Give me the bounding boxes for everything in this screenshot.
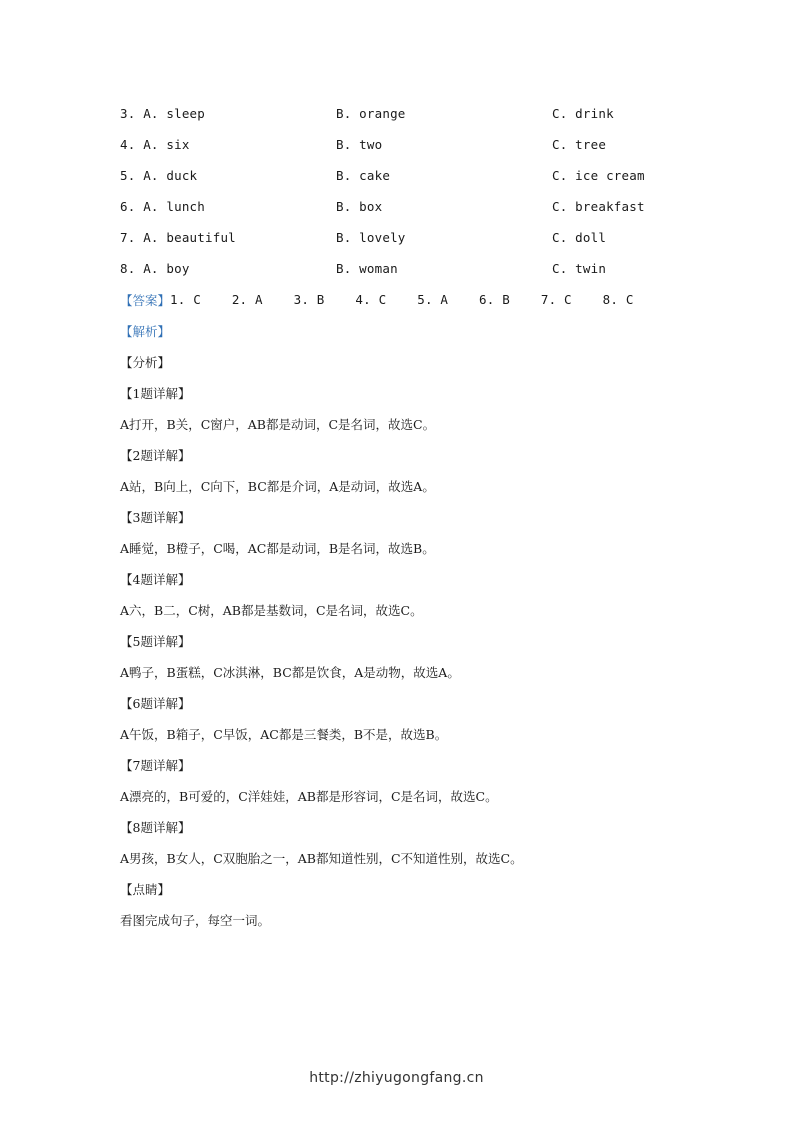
detail-heading-3: 【3题详解】: [120, 509, 191, 525]
option-c: C. doll: [552, 230, 607, 245]
option-c: C. tree: [552, 137, 607, 152]
option-c: C. drink: [552, 106, 614, 121]
answer-line: [120, 284, 680, 315]
detail-text-7: A漂亮的，B可爱的，C洋娃娃，AB都是形容词，C是名词，故选C。: [120, 788, 498, 804]
options-list: [120, 98, 680, 284]
option-b: B. orange: [336, 106, 406, 121]
analysis-label: 【解析】: [120, 323, 171, 339]
detail-heading-6: 【6题详解】: [120, 695, 191, 711]
dianjing-heading: 【点睛】: [120, 881, 171, 897]
option-c: C. breakfast: [552, 199, 645, 214]
option-row-3: [120, 98, 680, 129]
dianjing-text: 看图完成句子，每空一词。: [120, 912, 271, 928]
option-row-5: [120, 160, 680, 191]
detail-text-3: A睡觉，B橙子，C喝，AC都是动词，B是名词，故选B。: [120, 540, 435, 556]
option-row-6: [120, 191, 680, 222]
option-a: 6. A. lunch: [120, 199, 205, 214]
option-b: B. box: [336, 199, 383, 214]
answer-text: 1. C 2. A 3. B 4. C 5. A 6. B 7. C 8. C: [170, 292, 634, 307]
option-row-7: [120, 222, 680, 253]
document-body: [120, 98, 680, 935]
detail-text-8: A男孩，B女人，C双胞胎之一，AB都知道性别，C不知道性别，故选C。: [120, 850, 523, 866]
detail-heading-4: 【4题详解】: [120, 571, 191, 587]
footer-url[interactable]: http://zhiyugongfang.cn: [309, 1070, 484, 1086]
option-a: 4. A. six: [120, 137, 190, 152]
option-row-4: [120, 129, 680, 160]
option-b: B. two: [336, 137, 383, 152]
fenxi-heading: 【分析】: [120, 354, 171, 370]
detail-text-5: A鸭子，B蛋糕，C冰淇淋，BC都是饮食，A是动物，故选A。: [120, 664, 460, 680]
option-a: 3. A. sleep: [120, 106, 205, 121]
detail-text-1: A打开，B关，C窗户，AB都是动词，C是名词，故选C。: [120, 416, 436, 432]
analysis-line: [120, 315, 680, 346]
answer-label: 【答案】: [120, 292, 171, 308]
option-c: C. twin: [552, 261, 607, 276]
detail-heading-1: 【1题详解】: [120, 385, 191, 401]
detail-text-2: A站，B向上，C向下，BC都是介词，A是动词，故选A。: [120, 478, 435, 494]
option-b: B. cake: [336, 168, 391, 183]
option-a: 7. A. beautiful: [120, 230, 236, 245]
detail-heading-7: 【7题详解】: [120, 757, 191, 773]
option-row-8: [120, 253, 680, 284]
detail-text-4: A六，B二，C树，AB都是基数词，C是名词，故选C。: [120, 602, 423, 618]
option-c: C. ice cream: [552, 168, 645, 183]
detail-heading-8: 【8题详解】: [120, 819, 191, 835]
option-a: 8. A. boy: [120, 261, 190, 276]
detail-heading-2: 【2题详解】: [120, 447, 191, 463]
option-b: B. woman: [336, 261, 398, 276]
detail-heading-5: 【5题详解】: [120, 633, 191, 649]
option-b: B. lovely: [336, 230, 406, 245]
option-a: 5. A. duck: [120, 168, 198, 183]
detail-text-6: A午饭，B箱子，C早饭，AC都是三餐类，B不是，故选B。: [120, 726, 448, 742]
